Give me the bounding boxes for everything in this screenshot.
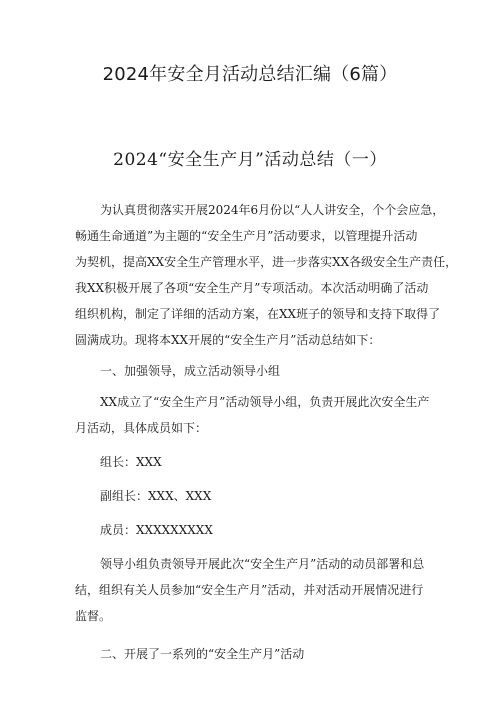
leader-line: 组长：XXX (100, 455, 162, 469)
duty-line: 监督。 (75, 609, 112, 623)
intro-paragraph (75, 197, 458, 353)
heading-leadership: 一、加强领导，成立活动领导小组 (100, 364, 281, 378)
intro-line: 组织机构，制定了详细的活动方案，在XX班子的领导和支持下取得了 (75, 307, 441, 321)
intro-line: 圆满成功。现将本XX开展的“安全生产月”活动总结如下： (75, 333, 381, 347)
group-paragraph (75, 389, 443, 441)
heading-activities: 二、开展了一系列的“安全生产月”活动 (100, 647, 305, 661)
intro-line: 我XX积极开展了各项“安全生产月”专项活动。本次活动明确了活动 (75, 281, 429, 295)
document-body (75, 197, 458, 667)
intro-line: 为契机，提高XX安全生产管理水平，进一步落实XX各级安全生产责任， (75, 255, 458, 269)
intro-line: 为认真贯彻落实开展2024年6月份以“人人讲安全，个个会应急， (100, 203, 445, 217)
section-title: 2024“安全生产月”活动总结（一） (113, 150, 387, 170)
intro-line: 畅通生命通道”为主题的“安全生产月”活动要求，以管理提升活动 (75, 229, 418, 243)
group-line: 月活动，具体成员如下： (75, 421, 208, 435)
members-line: 成员：XXXXXXXXX (100, 523, 213, 537)
duty-paragraph (75, 551, 443, 629)
duty-line: 结，组织有关人员参加“安全生产月”活动，并对活动开展情况进行 (75, 583, 424, 597)
deputy-line: 副组长：XXX、XXX (100, 489, 212, 503)
group-line: XX成立了“安全生产月”活动领导小组，负责开展此次安全生产 (100, 395, 430, 409)
document-title: 2024年安全月活动总结汇编（6篇） (102, 64, 398, 85)
duty-line: 领导小组负责领导开展此次“安全生产月”活动的动员部署和总 (100, 557, 425, 571)
